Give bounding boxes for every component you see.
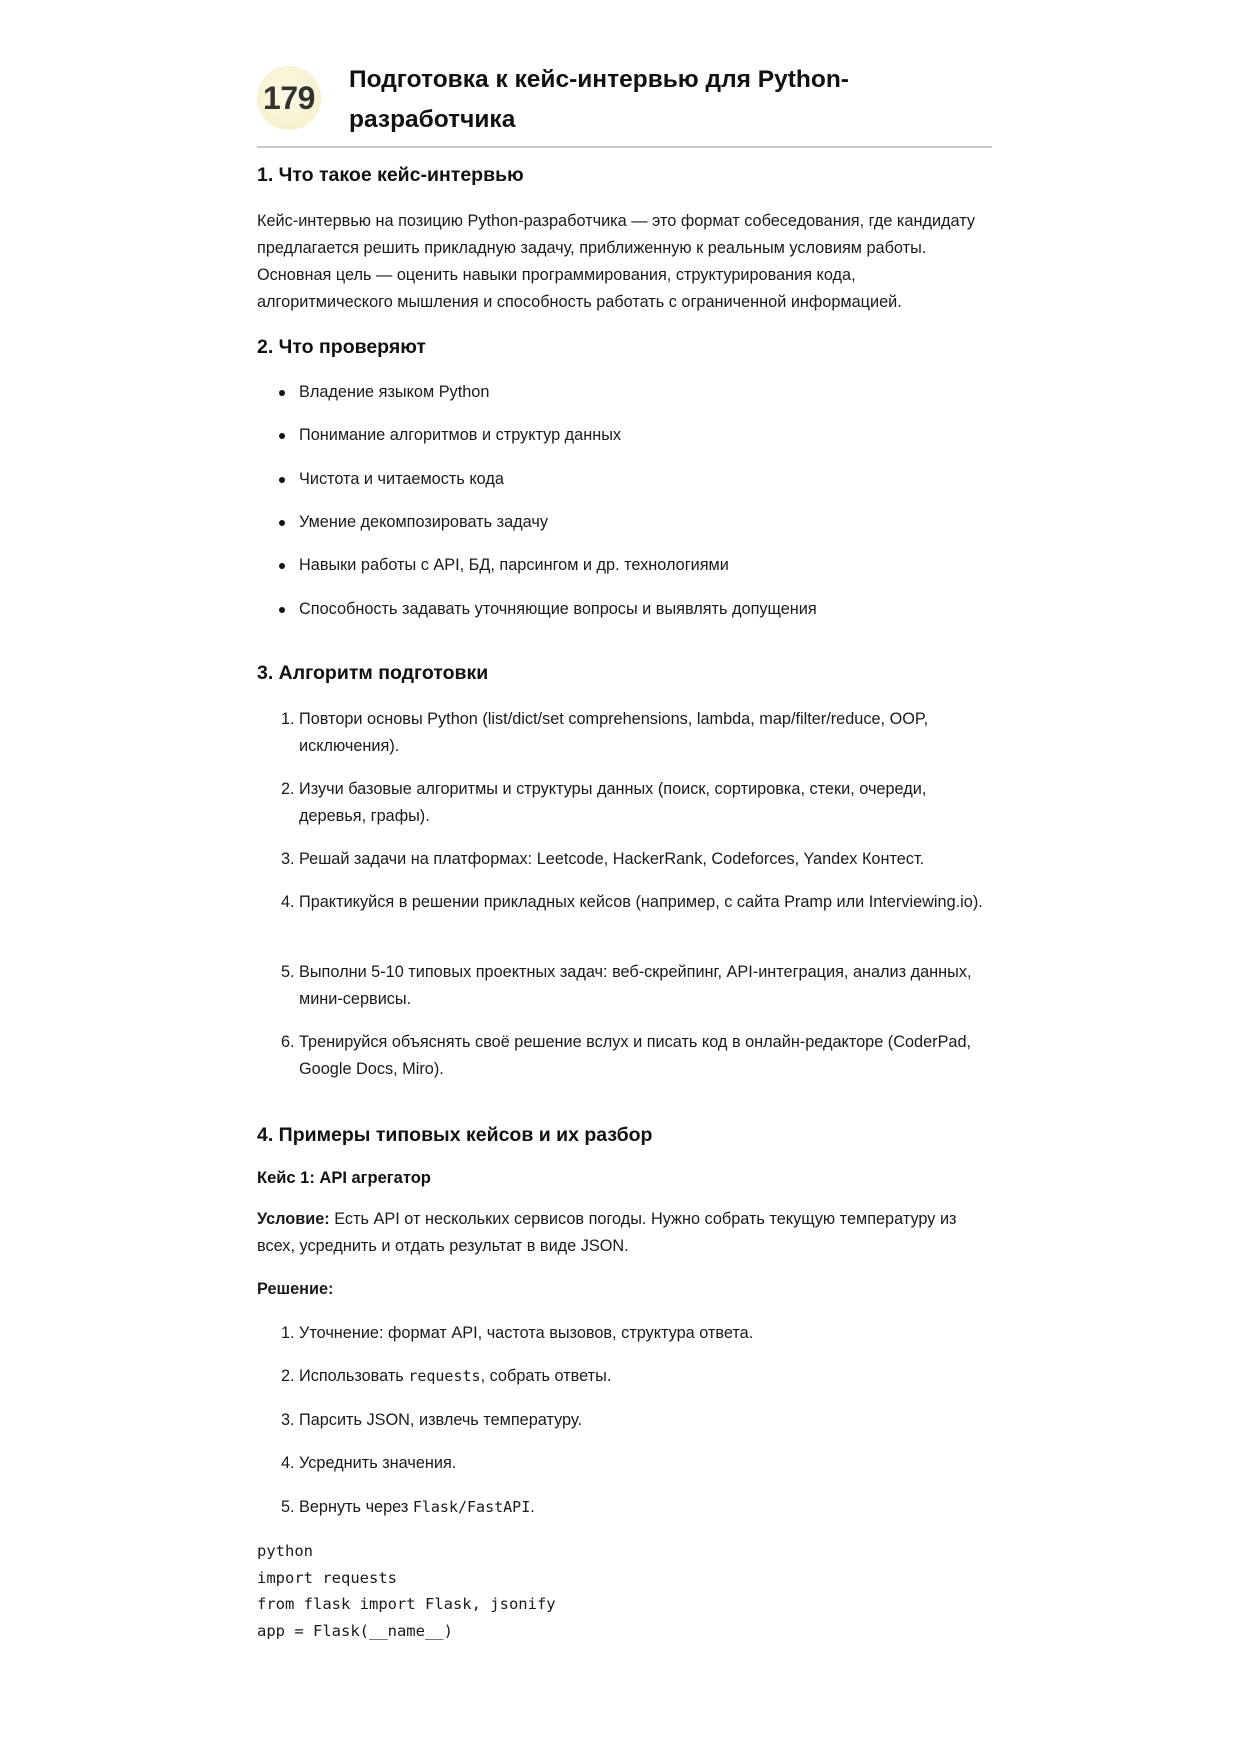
inline-code: Flask/FastAPI (412, 1498, 531, 1516)
document-title: Подготовка к кейс-интервью для Python-разработчика (349, 66, 849, 133)
list-item: 6. Тренируйся объяснять своё решение вслух и писать код в онлайн-редакторе (CoderPad, Google Docs, Miro). (281, 1033, 972, 1078)
list-item: 3. Решай задачи на платформах: Leetcode, HackerRank, Codeforces, Yandex Контест. (281, 850, 925, 868)
list-item: 1. Уточнение: формат API, частота вызовов, структура ответа. (281, 1324, 754, 1342)
section-heading-1: 1. Что такое кейс-интервью (257, 164, 524, 186)
page-number-badge: 179 (257, 66, 321, 130)
bullet-icon (279, 563, 285, 569)
section-1-paragraph: Кейс-интервью на позицию Python-разработчика — это формат собеседования, где кандидату предлагается решить прикладную задачу, приближенную к реальным условиям работы. Основная цель — оценить навыки программирования, структурирования кода, алгоритмического мышления и способность работать с ограниченной информацией. (257, 212, 976, 311)
solution-label: Решение: (257, 1280, 334, 1298)
condition-label: Условие: (257, 1210, 330, 1228)
list-item: 2. Изучи базовые алгоритмы и структуры данных (поиск, сортировка, стеки, очереди, деревья, графы). (281, 780, 927, 825)
list-item: 3. Парсить JSON, извлечь температуру. (281, 1411, 582, 1429)
list-item: 5. Выполни 5-10 типовых проектных задач: веб-скрейпинг, API-интеграция, анализ данных, мини-сервисы. (281, 963, 972, 1008)
code-block (257, 1538, 992, 1644)
bullet-icon (279, 477, 285, 483)
inline-code: requests (408, 1367, 481, 1385)
document-header (257, 58, 992, 148)
list-item: 4. Усреднить значения. (281, 1454, 457, 1472)
list-item: Понимание алгоритмов и структур данных (299, 422, 992, 449)
document-content (257, 58, 992, 1640)
bullet-icon (279, 433, 285, 439)
code-line: app = Flask(__name__) (257, 1621, 453, 1640)
case-condition (257, 1206, 992, 1260)
code-line: import requests (257, 1568, 397, 1587)
list-item: Чистота и читаемость кода (299, 466, 992, 493)
list-item: Способность задавать уточняющие вопросы и выявлять допущения (299, 596, 992, 623)
list-item: 2. Использовать requests, собрать ответы. (281, 1367, 612, 1385)
section-heading-4: 4. Примеры типовых кейсов и их разбор (257, 1124, 653, 1146)
list-item: 1. Повтори основы Python (list/dict/set comprehensions, lambda, map/filter/reduce, OOP, исключения). (281, 710, 929, 755)
list-item: Навыки работы с API, БД, парсингом и др. технологиями (299, 552, 992, 579)
list-item: 5. Вернуть через Flask/FastAPI. (281, 1498, 535, 1516)
condition-text: Есть API от нескольких сервисов погоды. Нужно собрать текущую температуру из всех, усреднить и отдать результат в виде JSON. (257, 1210, 957, 1255)
case-title: Кейс 1: API агрегатор (257, 1169, 431, 1187)
list-item: Умение декомпозировать задачу (299, 509, 992, 536)
bullet-icon (279, 520, 285, 526)
bullet-icon (279, 607, 285, 613)
list-item: 4. Практикуйся в решении прикладных кейсов (например, с сайта Pramp или Interviewing.io). (281, 893, 983, 911)
section-heading-2: 2. Что проверяют (257, 336, 426, 358)
code-line: python (257, 1542, 313, 1560)
list-item: Владение языком Python (299, 379, 992, 406)
section-heading-3: 3. Алгоритм подготовки (257, 662, 489, 684)
code-line: from flask import Flask, jsonify (257, 1595, 556, 1613)
bullet-icon (279, 390, 285, 396)
